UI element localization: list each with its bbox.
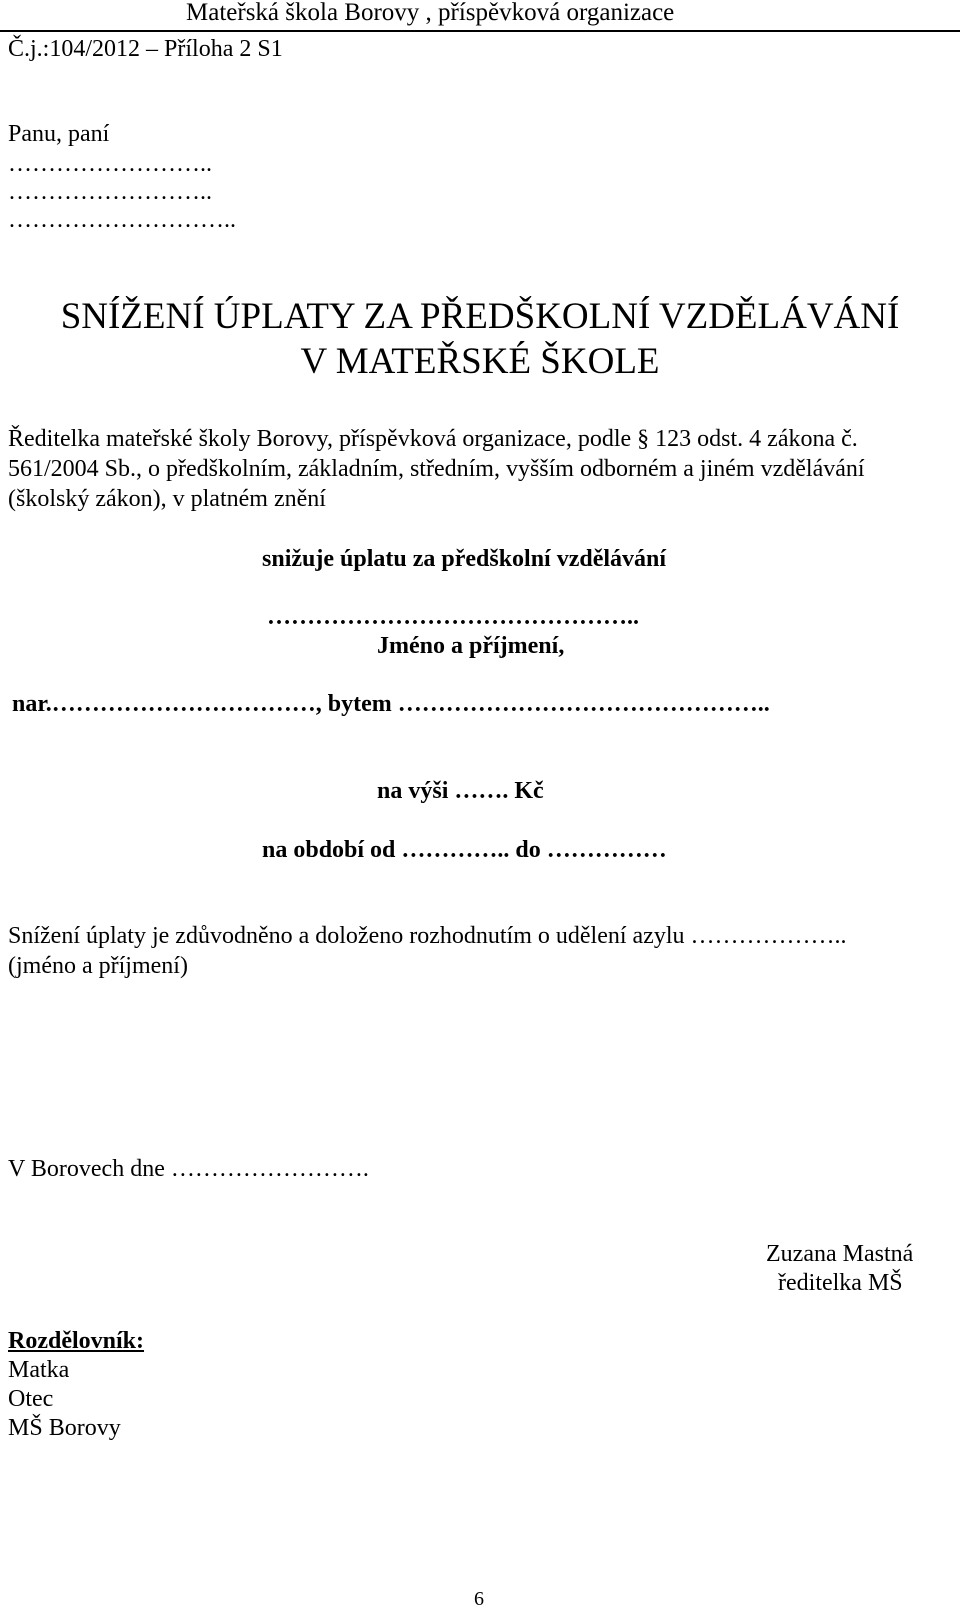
addressee-line-3: ………………………..	[8, 207, 236, 233]
header-organization: Mateřská škola Borovy , příspěvková organizace	[186, 0, 675, 26]
decision-birth-residence: nar.……………………………, bytem ………………………………………..	[12, 691, 770, 717]
decision-name-label: Jméno a příjmení,	[377, 633, 565, 659]
addressee-salutation: Panu, paní	[8, 121, 110, 147]
decision-statement: snižuje úplatu za předškolní vzdělávání	[262, 546, 667, 572]
header-rule	[0, 30, 960, 32]
distribution-item: Otec	[8, 1386, 54, 1412]
distribution-heading: Rozdělovník:	[8, 1328, 145, 1354]
page-number: 6	[474, 1588, 484, 1610]
intro-line-3: (školský zákon), v platném znění	[8, 486, 326, 512]
justification-line-2: (jméno a příjmení)	[8, 953, 188, 979]
distribution-item: Matka	[8, 1357, 70, 1383]
decision-amount: na výši ……. Kč	[377, 778, 544, 804]
addressee-line-2: ……………………..	[8, 179, 212, 205]
header-reference: Č.j.:104/2012 – Příloha 2 S1	[8, 36, 283, 62]
intro-line-1: Ředitelka mateřské školy Borovy, příspěvková organizace, podle § 123 odst. 4 zákona č.	[8, 426, 858, 452]
signature-name: Zuzana Mastná	[766, 1241, 914, 1267]
addressee-line-1: ……………………..	[8, 151, 212, 177]
justification-line-1: Snížení úplaty je zdůvodněno a doloženo rozhodnutím o udělení azylu ………………..	[8, 923, 847, 949]
place-date: V Borovech dne …………………….	[8, 1156, 369, 1182]
document-title-line-1: SNÍŽENÍ ÚPLATY ZA PŘEDŠKOLNÍ VZDĚLÁVÁNÍ	[60, 296, 900, 337]
decision-period: na období od ………….. do ……………	[262, 837, 667, 863]
distribution-item: MŠ Borovy	[8, 1415, 121, 1441]
decision-name-blank: ………………………………………..	[267, 604, 639, 630]
signature-role: ředitelka MŠ	[778, 1270, 903, 1296]
intro-line-2: 561/2004 Sb., o předškolním, základním, středním, vyšším odborném a jiném vzdělávání	[8, 456, 865, 482]
document-title-line-2: V MATEŘSKÉ ŠKOLE	[300, 341, 660, 382]
